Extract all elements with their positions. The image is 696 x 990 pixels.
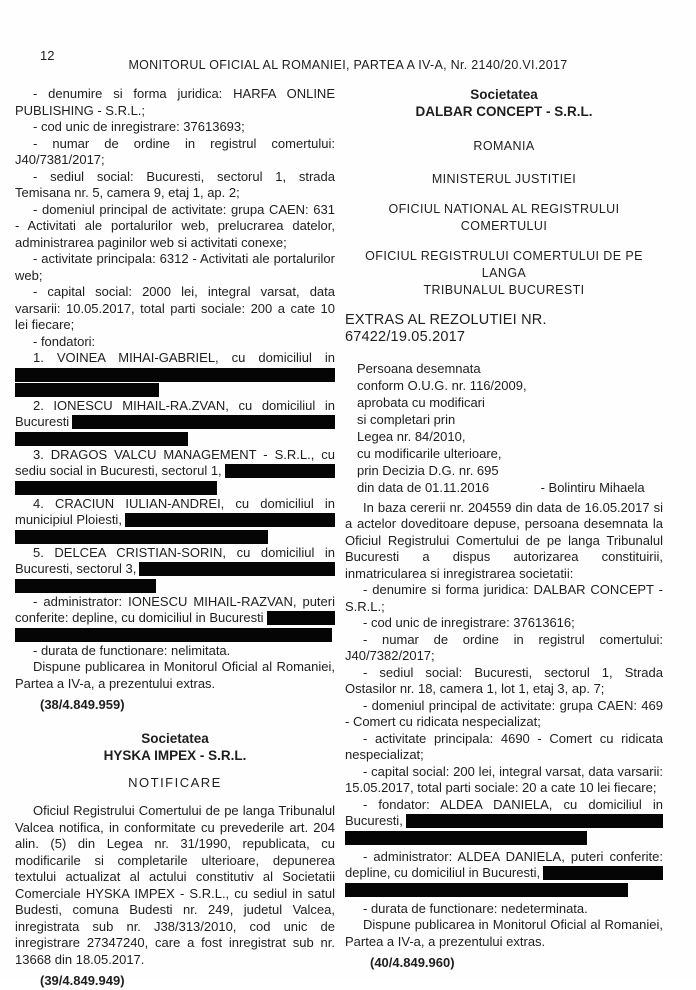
entry-denumire: - denumire si forma juridica: DALBAR CONCEPT - S.R.L.; (345, 582, 663, 614)
persoana-signer: - Bolintiru Mihaela (540, 479, 645, 495)
notificare-heading: NOTIFICARE (128, 774, 222, 790)
redaction-bar (15, 579, 156, 593)
founder-2-line: 2. IONESCU MIHAIL-RA.ZVAN, cu domiciliul in (33, 397, 335, 413)
extras-title: EXTRAS AL REZOLUTIEI NR. 67422/19.05.2017 (345, 312, 547, 345)
entry-numar-line2: J40/7381/2017; (15, 152, 105, 167)
persoana-line: conform O.U.G. nr. 116/2009, (357, 377, 527, 393)
founder-3-prefix: sediu social in Bucuresti, sectorul 1, (15, 463, 222, 478)
redaction-bar (15, 368, 335, 382)
founder-4-prefix: municipiul Ploiesti, (15, 512, 122, 527)
entry-activitate: - activitate principala: 4690 - Comert cu ridicata nespecializat; (345, 730, 663, 762)
entry-sediul: - sediul social: Bucuresti, sectorul 1, Strada Ostasilor nr. 18, camera 1, lot 1, etaj 3, ap. 7; (345, 664, 663, 696)
in-baza-paragraph: In baza cererii nr. 204559 din data de 16.05.2017 si a actelor doveditoare depuse, persoana desemnata la Oficiul Registrului Comertului de pe langa Tribunalul Bucuresti a dispus autorizarea constituirii, inmatricularea si inregistrarea societatii: (345, 499, 663, 581)
fondator-prefix: Bucuresti, (345, 813, 403, 828)
founder-2-redacted-line (15, 414, 335, 431)
entry-activitate: - activitate principala: 6312 - Activitati ale portalurilor web; (15, 251, 335, 283)
entry-dispune: Dispune publicarea in Monitorul Oficial al Romaniei, Partea a IV-a, a prezentului extras. (345, 917, 663, 949)
founder-3-line: 3. DRAGOS VALCU MANAGEMENT - S.R.L., cu (33, 446, 335, 462)
oficiul-national-heading: OFICIUL NATIONAL AL REGISTRULUI COMERTULUI (388, 202, 620, 233)
fondator-line1: - fondator: ALDEA DANIELA, cu domiciliul in (363, 796, 663, 812)
founder-5-prefix: Bucuresti, sectorul 3, (15, 561, 137, 576)
administrator-redacted-line (345, 865, 663, 882)
entry-capital: - capital social: 2000 lei, integral varsat, data varsarii: 10.05.2017, total parti sociale: 200 a cate 10 lei fiecare; (15, 284, 335, 332)
redaction-bar (406, 814, 663, 828)
entry-domeniul: - domeniul principal de activitate: grupa CAEN: 469 - Comert cu ridicata nespecializat; (345, 697, 663, 729)
redaction-bar (15, 481, 217, 495)
entry-dispune: Dispune publicarea in Monitorul Oficial al Romaniei, Partea a IV-a, a prezentului extras. (15, 659, 335, 691)
entry-durata: - durata de functionare: nedeterminata. (363, 900, 588, 916)
founder-4-line: 4. CRACIUN IULIAN-ANDREI, cu domiciliul in (33, 495, 335, 511)
founder-5-redacted-line (15, 561, 335, 578)
redaction-bar (125, 513, 335, 527)
company-name-dalbar: DALBAR CONCEPT - S.R.L. (415, 104, 593, 119)
entry-reference: (39/4.849.949) (40, 973, 125, 988)
entry-reference: (38/4.849.959) (40, 697, 125, 712)
redaction-bar (15, 383, 159, 397)
redaction-bar (345, 831, 587, 845)
fondator-redacted-line (345, 813, 663, 830)
administrator-redacted-line (15, 610, 335, 627)
oficiul-registrului-heading-line1: OFICIUL REGISTRULUI COMERTULUI DE PE LANGA (365, 249, 643, 280)
oficiul-registrului-heading-line2: TRIBUNALUL BUCURESTI (423, 283, 585, 297)
founder-3-redacted-line (15, 463, 335, 480)
company-name-hyska: HYSKA IMPEX - S.R.L. (103, 747, 247, 763)
page-number: 12 (40, 48, 55, 63)
entry-numar-line1: - numar de ordine in registrul comertului: (363, 631, 663, 647)
persoana-line: si completari prin (357, 411, 456, 427)
persoana-date: din data de 01.11.2016 (357, 479, 490, 495)
redaction-bar (267, 611, 335, 625)
societatea-label: Societatea (141, 730, 209, 746)
entry-capital: - capital social: 200 lei, integral varsat, data varsarii: 15.05.2017, total parti sociale: 20 a cate 10 lei fiecare; (345, 763, 663, 795)
entry-reference: (40/4.849.960) (370, 955, 455, 970)
administrator-line1: - administrator: IONESCU MIHAIL-RAZVAN, puteri (33, 593, 335, 609)
societatea-label: Societatea (470, 87, 538, 102)
founder-5-line: 5. DELCEA CRISTIAN-SORIN, cu domiciliul in (33, 544, 335, 560)
entry-numar-line1: - numar de ordine in registrul comertului: (33, 135, 335, 151)
redaction-bar (225, 464, 335, 478)
founder-4-redacted-line (15, 512, 335, 529)
administrator-line1: - administrator: ALDEA DANIELA, puteri conferite: (363, 848, 663, 864)
entry-numar-line2: J40/7382/2017; (345, 648, 435, 663)
right-column (345, 86, 663, 972)
founder-2-prefix: Bucuresti (15, 414, 70, 429)
persoana-line: prin Decizia D.G. nr. 695 (357, 462, 499, 478)
redaction-bar (139, 562, 335, 576)
entry-cod-unic: - cod unic de inregistrare: 37613616; (363, 615, 575, 630)
redaction-bar (15, 628, 332, 642)
minister-heading: MINISTERUL JUSTITIEI (431, 172, 577, 186)
redaction-bar (15, 530, 268, 544)
persoana-line: aprobata cu modificari (357, 394, 485, 410)
administrator-prefix: conferite: depline, cu domiciliul in Bucuresti (15, 610, 264, 625)
administrator-prefix: depline, cu domiciliul in Bucuresti, (345, 865, 541, 880)
persoana-line: Persoana desemnata (357, 360, 481, 376)
left-column (15, 86, 335, 990)
entry-domeniul: - domeniul principal de activitate: grupa CAEN: 631 - Activitati ale portalurilor web, prelucrarea datelor, administrarea paginilor web si activitati conexe; (15, 201, 335, 250)
entry-durata: - durata de functionare: nelimitata. (33, 642, 231, 658)
redaction-bar (72, 415, 335, 429)
entry-sediul: - sediul social: Bucuresti, sectorul 1, strada Temisana nr. 5, camera 9, etaj 1, ap. 2; (15, 168, 335, 200)
persoana-line: cu modificarile ulterioare, (357, 445, 502, 461)
entry-cod-unic: - cod unic de inregistrare: 37613693; (33, 119, 245, 134)
founder-1-line: 1. VOINEA MIHAI-GABRIEL, cu domiciliul in (33, 350, 335, 365)
romania-heading: ROMANIA (473, 139, 535, 153)
redaction-bar (543, 866, 663, 880)
persoana-desemnata-block (345, 360, 663, 496)
persoana-line: Legea nr. 84/2010, (357, 428, 466, 444)
persoana-last-line (357, 479, 645, 496)
gazette-title: MONITORUL OFICIAL AL ROMANIEI, PARTEA A IV-A, Nr. 2140/20.VI.2017 (128, 58, 568, 72)
redaction-bar (345, 883, 628, 897)
redaction-bar (15, 432, 188, 446)
notificare-body: Oficiul Registrului Comertului de pe langa Tribunalul Valcea notifica, in conformitate cu prevederile art. 204 alin. (5) din Legea nr. 31/1990, republicata, cu modificarile si completarile ulterioare, depunerea textului actualizat al actului constitutiv al Societatii Comerciale HYSKA IMPEX - S.R.L., cu sediul in satul Budesti, comuna Budesti nr. 249, judetul Valcea, inregistrata sub nr. J38/313/2010, cod unic de inregistrare 27347240, care a fost inregistrat sub nr. 13668 din 18.05.2017. (15, 803, 335, 967)
entry-denumire: - denumire si forma juridica: HARFA ONLINE PUBLISHING - S.R.L.; (15, 86, 335, 118)
entry-fondatori-label: - fondatori: (33, 333, 96, 349)
